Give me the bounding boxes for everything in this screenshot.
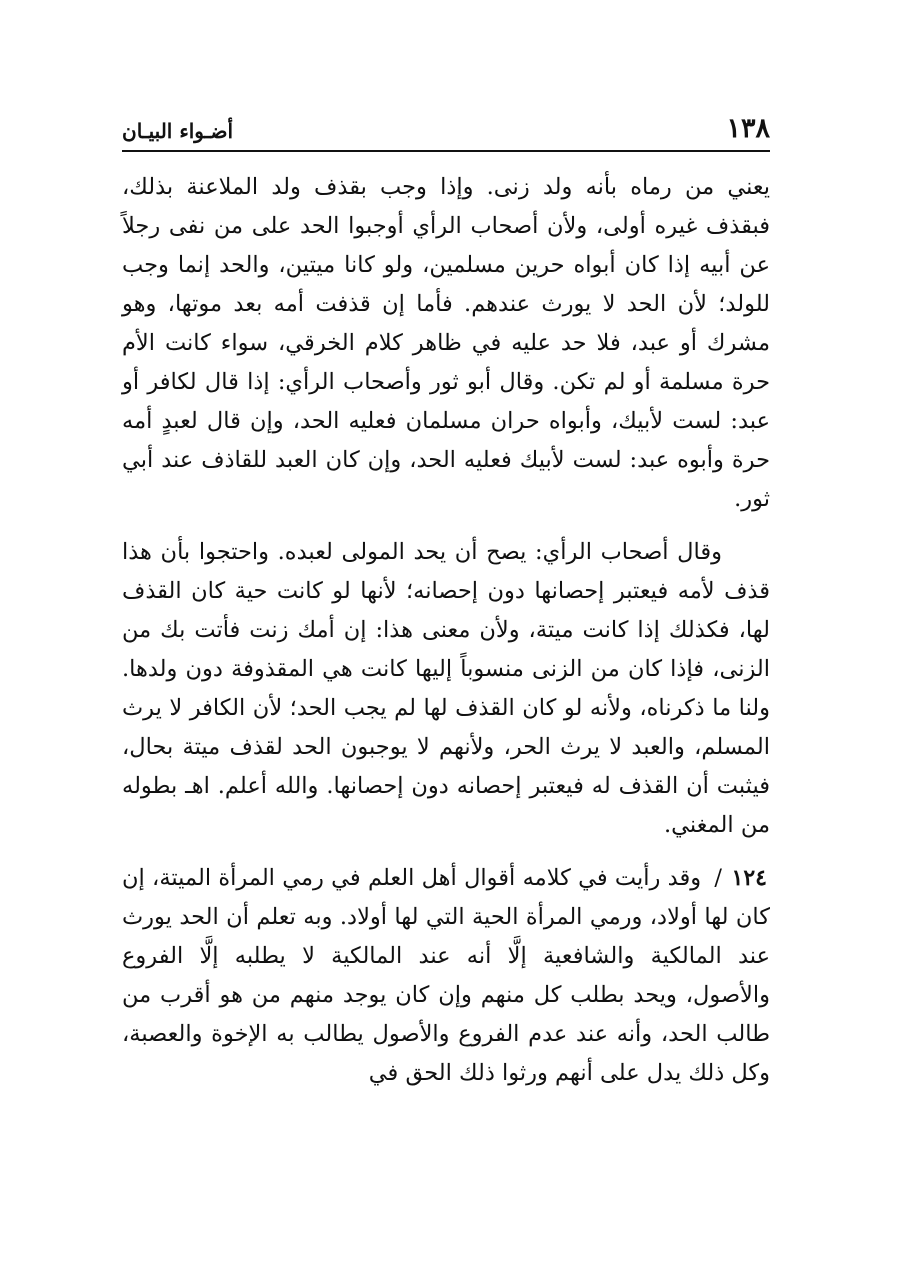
body-text <box>122 168 770 1093</box>
paragraph-3 <box>122 859 770 1093</box>
header-divider <box>122 150 770 152</box>
folio-break-mark: / <box>714 865 723 891</box>
margin-page-reference: ١٢٤ <box>731 865 767 891</box>
paragraph-2: وقال أصحاب الرأي: يصح أن يحد المولى لعبده. واحتجوا بأن هذا قذف لأمه فيعتبر إحصانها دون إحصانه؛ لأنها لو كانت حية كان القذف لها، فكذلك إذا كانت ميتة، ولأن معنى هذا: إن أمك زنت فأتت بك من الزنى، فإذا كان من الزنى منسوباً إليها كانت هي المقذوفة دون ولدها. ولنا ما ذكرناه، ولأنه لو كان القذف لها لم يجب الحد؛ لأن الكافر لا يرث المسلم، والعبد لا يرث الحر، ولأنهم لا يوجبون الحد لقذف ميتة بحال، فيثبت أن القذف له فيعتبر إحصانه دون إحصانها. والله أعلم. اهـ بطوله من المغني. <box>122 539 770 838</box>
book-page <box>122 0 770 1271</box>
running-header <box>122 112 770 146</box>
book-title: أضـواء البيـان <box>122 119 234 143</box>
paragraph-3-text: وقد رأيت في كلامه أقوال أهل العلم في رمي المرأة الميتة، إن كان لها أولاد، ورمي المرأة الحية التي لها أولاد. وبه تعلم أن الحد يورث عند المالكية والشافعية إلَّا أنه عند المالكية لا يطلبه إلَّا الفروع والأصول، ويحد بطلب كل منهم وإن كان يوجد منهم من هو أقرب من طالب الحد، وأنه عند عدم الفروع والأصول يطالب به الإخوة والعصبة، وكل ذلك يدل على أنهم ورثوا ذلك الحق في <box>122 865 770 1086</box>
paragraph-1: يعني من رماه بأنه ولد زنى. وإذا وجب بقذف ولد الملاعنة بذلك، فبقذف غيره أولى، ولأن أصحاب الرأي أوجبوا الحد على من نفى رجلاً عن أبيه إذا كان أبواه حرين مسلمين، ولو كانا ميتين، والحد إنما وجب للولد؛ لأن الحد لا يورث عندهم. فأما إن قذفت أمه بعد موتها، وهو مشرك أو عبد، فلا حد عليه في ظاهر كلام الخرقي، سواء كانت الأم حرة مسلمة أو لم تكن. وقال أبو ثور وأصحاب الرأي: إذا قال لكافر أو عبد: لست لأبيك، وأبواه حران مسلمان فعليه الحد، وإن قال لعبدٍ أمه حرة وأبوه عبد: لست لأبيك فعليه الحد، وإن كان العبد للقاذف عند أبي ثور. <box>122 174 770 512</box>
page-number: ١٣٨ <box>726 113 770 144</box>
